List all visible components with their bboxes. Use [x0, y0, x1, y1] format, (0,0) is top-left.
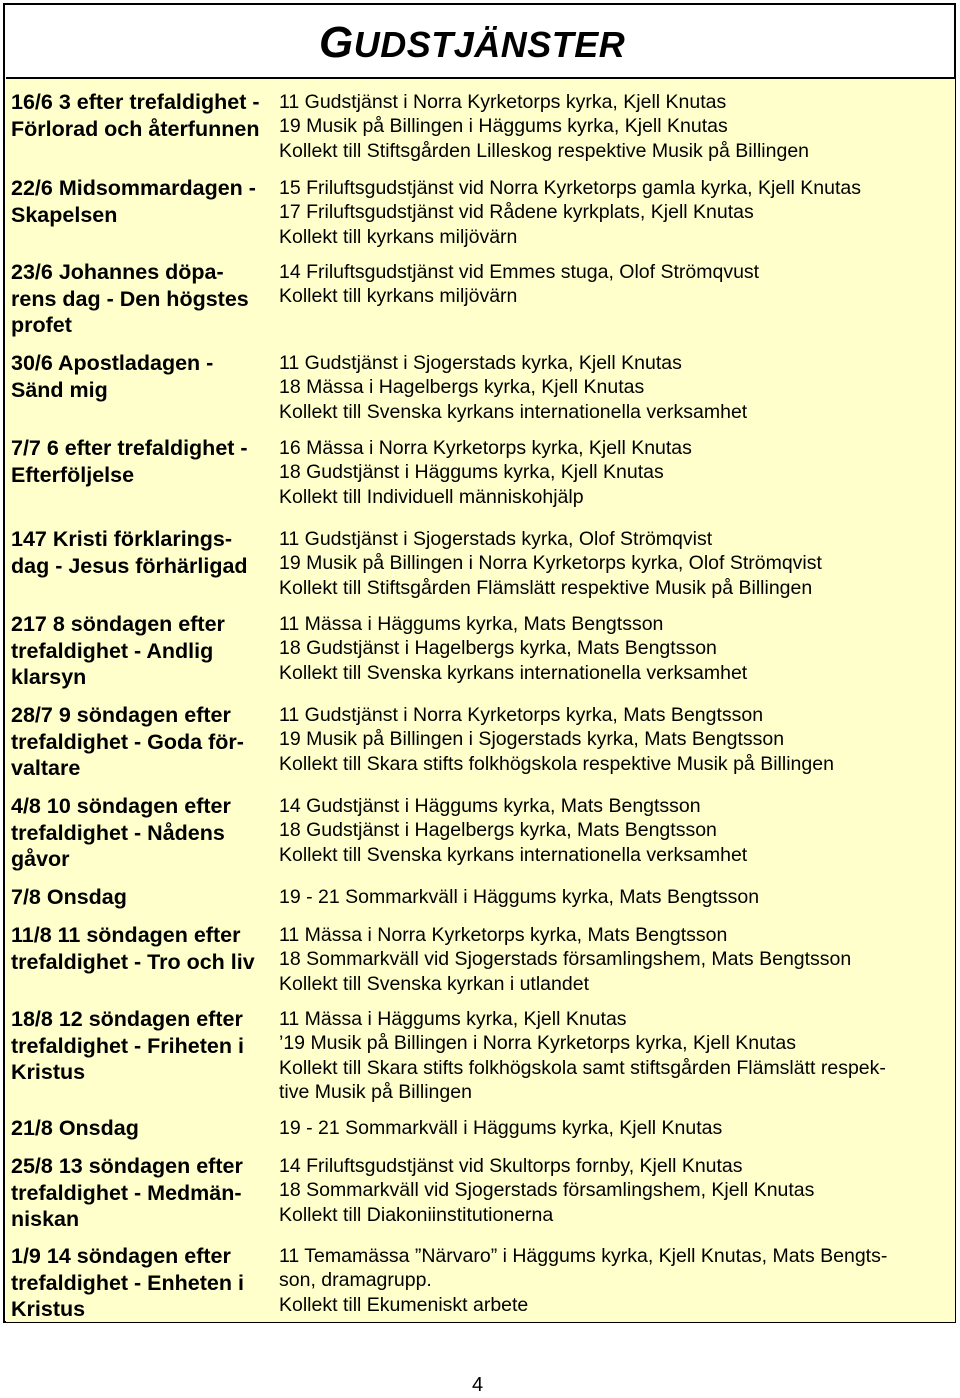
service-day: 28/7 9 söndagen efter trefaldighet - Goda för- valtare — [11, 703, 244, 780]
service-details: 11 Temamässa ”Närvaro” i Häggums kyrka, Kjell Knutas, Mats Bengts- son, dramagrupp. Kollekt till Ekumeniskt arbete — [279, 1245, 888, 1316]
title-initial: G — [319, 18, 354, 67]
service-details: 11 Gudstjänst i Norra Kyrketorps kyrka, Mats Bengtsson 19 Musik på Billingen i Sjogerstads kyrka, Mats Bengtsson Kollekt till Skara stifts folkhögskola respektive Musik på Billingen — [279, 704, 834, 775]
service-details: 11 Gudstjänst i Norra Kyrketorps kyrka, Kjell Knutas 19 Musik på Billingen i Häggums kyrka, Kjell Knutas Kollekt till Stiftsgården Lilleskog respektive Musik på Billingen — [279, 91, 810, 162]
service-details: 15 Friluftsgudstjänst vid Norra Kyrketorps gamla kyrka, Kjell Knutas 17 Friluftsgudstjänst vid Rådene kyrkplats, Kjell Knutas Kollekt till kyrkans miljövärn — [279, 177, 861, 248]
page-title — [5, 5, 954, 77]
service-details: 11 Gudstjänst i Sjogerstads kyrka, Kjell Knutas 18 Mässa i Hagelbergs kyrka, Kjell Knutas Kollekt till Svenska kyrkans internationella verksamhet — [279, 352, 748, 423]
service-day: 25/8 13 söndagen efter trefaldighet - Medmän- niskan — [11, 1154, 243, 1231]
service-day: 4/8 10 söndagen efter trefaldighet - Nådens gåvor — [11, 794, 231, 871]
service-details: 16 Mässa i Norra Kyrketorps kyrka, Kjell Knutas 18 Gudstjänst i Häggums kyrka, Kjell Knutas Kollekt till Individuell människohjälp — [279, 437, 692, 508]
service-day: 7/8 Onsdag — [11, 885, 127, 909]
service-details: 11 Mässa i Häggums kyrka, Kjell Knutas ’19 Musik på Billingen i Norra Kyrketorps kyrka, Kjell Knutas Kollekt till Skara stifts folkhögskola samt stiftsgården Flämslätt respek- tive Musik på Billingen — [279, 1008, 886, 1103]
service-details: 14 Friluftsgudstjänst vid Emmes stuga, Olof Strömqvust Kollekt till kyrkans miljövärn — [279, 261, 760, 308]
service-details: 11 Mässa i Häggums kyrka, Mats Bengtsson 18 Gudstjänst i Hagelbergs kyrka, Mats Bengtsson Kollekt till Svenska kyrkans internationella verksamhet — [279, 613, 748, 684]
service-day: 16/6 3 efter trefaldighet - Förlorad och återfunnen — [11, 90, 260, 141]
service-day: 7/7 6 efter trefaldighet - Efterföljelse — [11, 436, 248, 487]
service-details: 14 Friluftsgudstjänst vid Skultorps fornby, Kjell Knutas 18 Sommarkväll vid Sjogerstads församlingshem, Kjell Knutas Kollekt till Diakoniinstitutionerna — [279, 1155, 815, 1226]
service-day: 147 Kristi förklarings- dag - Jesus förhärligad — [11, 527, 248, 578]
service-details: 11 Gudstjänst i Sjogerstads kyrka, Olof Strömqvist 19 Musik på Billingen i Norra Kyrketorps kyrka, Olof Strömqvist Kollekt till Stiftsgården Flämslätt respektive Musik på Billingen — [279, 528, 822, 599]
title-rest: UDSTJÄNSTER — [353, 24, 626, 65]
service-day: 1/9 14 söndagen efter trefaldighet - Enheten i Kristus — [11, 1244, 244, 1321]
service-day: 18/8 12 söndagen efter trefaldighet - Friheten i Kristus — [11, 1007, 244, 1084]
service-details: 19 - 21 Sommarkväll i Häggums kyrka, Mats Bengtsson — [279, 886, 760, 908]
service-details: 19 - 21 Sommarkväll i Häggums kyrka, Kjell Knutas — [279, 1117, 723, 1139]
service-day: 217 8 söndagen efter trefaldighet - Andlig klarsyn — [11, 612, 225, 689]
page-number: 4 — [472, 1374, 484, 1396]
service-day: 30/6 Apostladagen - Sänd mig — [11, 351, 214, 402]
service-day: 22/6 Midsommardagen - Skapelsen — [11, 176, 256, 227]
service-details: 14 Gudstjänst i Häggums kyrka, Mats Bengtsson 18 Gudstjänst i Hagelbergs kyrka, Mats Bengtsson Kollekt till Svenska kyrkans internationella verksamhet — [279, 795, 748, 866]
schedule-frame — [3, 3, 956, 1323]
service-day: 11/8 11 söndagen efter trefaldighet - Tro och liv — [11, 923, 255, 974]
service-schedule — [6, 77, 955, 1322]
service-day: 21/8 Onsdag — [11, 1116, 139, 1140]
service-details: 11 Mässa i Norra Kyrketorps kyrka, Mats Bengtsson 18 Sommarkväll vid Sjogerstads församlingshem, Mats Bengtsson Kollekt till Svenska kyrkan i utlandet — [279, 924, 852, 995]
service-day: 23/6 Johannes döpa- rens dag - Den högstes profet — [11, 260, 249, 337]
